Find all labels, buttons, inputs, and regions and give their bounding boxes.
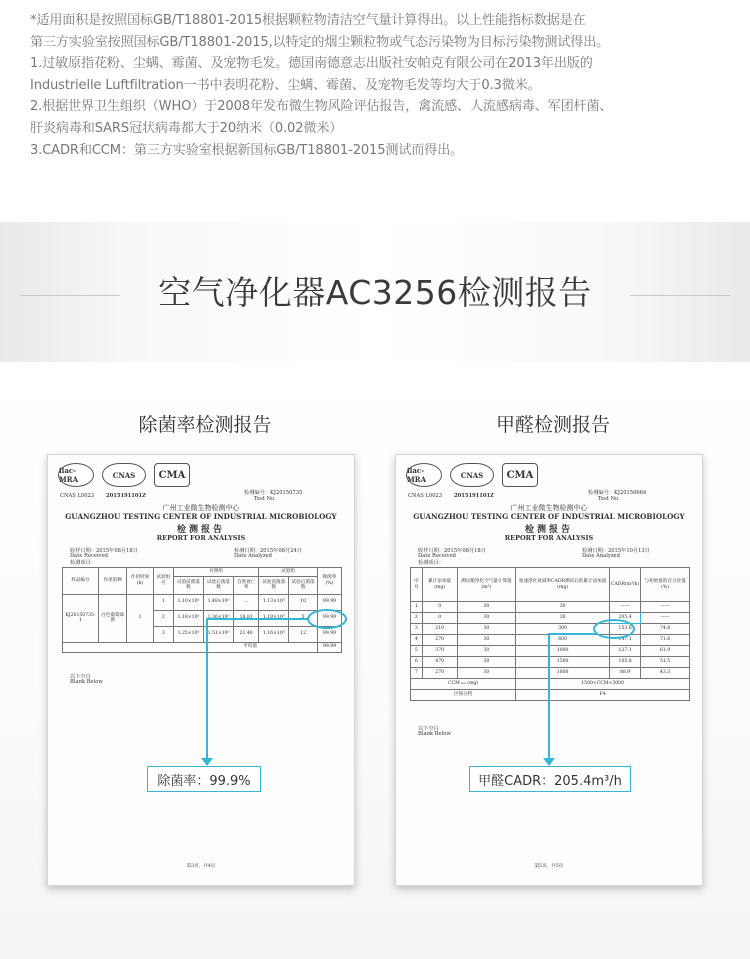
cnas-logo: CNAS [102, 463, 146, 487]
cell: 1.16×10⁵ [259, 626, 289, 642]
lab-name-cn: 广州工业微生物检测中心 [510, 504, 588, 512]
time: 1 [127, 594, 153, 642]
cell: 6 [411, 657, 423, 668]
cell: 153.6 [609, 624, 640, 635]
report-heading-en: REPORT FOR ANALYSIS [156, 534, 246, 542]
ccm-value: 1500<CCM<3000 [516, 679, 690, 690]
cell: 30 [457, 613, 516, 624]
cell: 1.25×10⁵ [173, 626, 203, 642]
cell: 30 [457, 646, 516, 657]
arrow-connector [548, 633, 595, 635]
cell: 1.13×10⁵ [259, 594, 289, 610]
sample-id: KJ20150735-1 [63, 594, 99, 642]
grade-value: F4 [516, 690, 690, 701]
table-header: 测试舱净化空气量计算值(m³) [457, 568, 516, 602]
highlight-circle [307, 609, 347, 629]
ilac-mra-logo: ilac-MRA [406, 463, 442, 487]
cell: 105.8 [609, 657, 640, 668]
report-heading-cn: 检测报告 [176, 525, 225, 535]
note-line: 肝炎病毒和SARS冠状病毒都大于20纳米（0.02微米） [30, 120, 343, 136]
cell: 30 [457, 602, 516, 613]
section-header-band [0, 222, 750, 362]
lab-name-en: GUANGZHOU TESTING CENTER OF INDUSTRIAL MICROBIOLOGY [413, 512, 685, 521]
cell: 30 [457, 668, 516, 679]
cell: 210 [422, 624, 457, 635]
cnas-logo: CNAS [450, 463, 494, 487]
table-header: 自然衰亡率 [234, 576, 259, 594]
report-document-sterilization [47, 454, 355, 886]
lab-name-en: GUANGZHOU TESTING CENTER OF INDUSTRIAL MICROBIOLOGY [65, 512, 337, 521]
avg-label: 平均值 [63, 642, 318, 652]
cell: 30 [457, 624, 516, 635]
section-title: 空气净化器AC3256检测报告 [158, 273, 592, 312]
cell: 270 [422, 668, 457, 679]
date-analyzed-en: Date Analyzed [582, 553, 620, 559]
cell: 0 [422, 613, 457, 624]
cell: 1500 [516, 657, 610, 668]
cnas-label: CNAS L0023 [408, 493, 443, 499]
cell: 5 [411, 646, 423, 657]
table-header: 作用时间(h) [127, 568, 153, 595]
page-number: 第5页，共5页 [534, 864, 564, 869]
blank-below-en: Blank Below [418, 731, 451, 737]
sterilization-callout: 除菌率：99.9% [147, 766, 261, 792]
cell: ... [234, 594, 259, 610]
report-title-sterilization: 除菌率检测报告 [138, 414, 272, 436]
cell: 30 [516, 613, 610, 624]
lab-name-cn: 广州工业微生物检测中心 [162, 504, 240, 512]
cell: 3 [411, 624, 423, 635]
table-header: 与初始值的百分比值(%) [641, 568, 690, 602]
cell: 7 [411, 668, 423, 679]
detect-item: 检测项目： [418, 560, 444, 566]
test-number-en: Test No. [598, 496, 620, 502]
cma-logo: CMA [154, 463, 190, 487]
table-header: 累计添加量(mg) [422, 568, 457, 602]
cell: 470 [422, 657, 457, 668]
cell: 1000 [516, 646, 610, 657]
cell: 1800 [516, 668, 610, 679]
table-row [411, 602, 690, 613]
note-line: 1.过敏原指花粉、尘螨、霉菌、及宠物毛发。德国南德意志出版社安帕克有限公司在2013年出版的 [30, 56, 593, 72]
blank-below-en: Blank Below [70, 679, 103, 685]
cell-highlight: 205.4 [609, 613, 640, 624]
cert-number: 2015191101Z [454, 493, 494, 499]
date-received: 收样日期：2015年08月18日 [70, 548, 138, 554]
cell: 99.99 [317, 626, 341, 642]
cell: 30 [457, 657, 516, 668]
cell: 4 [411, 635, 423, 646]
cell: 270 [422, 635, 457, 646]
cell: 88.9 [609, 668, 640, 679]
table-row [63, 642, 342, 652]
table-header: 加速净化衰减率CADR测试后的累计添加量(mg) [516, 568, 610, 602]
table-row [411, 657, 690, 668]
cell: 600 [516, 635, 610, 646]
table-row [411, 646, 690, 657]
table-row [411, 613, 690, 624]
test-number-en: Test No. [254, 496, 276, 502]
arrow-connector [548, 633, 550, 758]
arrow-connector [206, 618, 208, 758]
table-row [411, 679, 690, 690]
cell: 30 [516, 602, 610, 613]
cell: 30 [457, 635, 516, 646]
blank-below: 以下空白 [70, 674, 91, 680]
cell: 99.99 [317, 610, 341, 626]
cell: 1 [411, 602, 423, 613]
table-header: 序号 [411, 568, 423, 602]
sample-name: 白色葡萄球菌 [98, 594, 127, 642]
cell: 127.1 [609, 646, 640, 657]
date-received: 收样日期：2015年08月18日 [418, 548, 486, 554]
table-header: 试验后菌落数 [289, 576, 318, 594]
cell-highlight: 99.99 [317, 594, 341, 610]
table-row [411, 635, 690, 646]
blank-below: 以下空白 [418, 726, 439, 732]
date-analyzed-en: Date Analyzed [234, 553, 272, 559]
table-header: 试验组号 [153, 568, 173, 595]
note-line: 2.根据世界卫生组织（WHO）于2008年发布微生物风险评估报告，禽流感、人流感病毒、军团杆菌、 [30, 99, 613, 115]
report-title-formaldehyde: 甲醛检测报告 [495, 414, 610, 436]
table-header: 试验前菌落数 [259, 576, 289, 594]
note-line: 3.CADR和CCM：第三方实验室根据新国标GB/T18801-2015测试而得出。 [30, 142, 464, 158]
cell: —— [641, 613, 690, 624]
cell: 10 [289, 594, 318, 610]
table-header: 试验后菌落数 [204, 576, 234, 594]
grade-label: 区间分档 [411, 690, 516, 701]
table-header: 除菌率(%) [317, 568, 341, 595]
table-header: CADR(m³/h) [609, 568, 640, 602]
cnas-label: CNAS L0023 [60, 493, 95, 499]
cell: 71.6 [641, 635, 690, 646]
cell: 1.10×10⁵ [173, 594, 203, 610]
cell: 3 [153, 626, 173, 642]
cell: 370 [422, 646, 457, 657]
table-group-header: 对照组 [173, 568, 258, 577]
highlight-circle [593, 619, 635, 639]
sterilization-table [62, 567, 342, 653]
cell: 1.51×10⁵ [204, 626, 234, 642]
cell: 74.8 [641, 624, 690, 635]
cma-logo: CMA [502, 463, 538, 487]
cell: 1.48×10⁵ [204, 594, 234, 610]
reports-section [0, 362, 750, 959]
arrow-head-icon [201, 758, 213, 766]
cell: 51.5 [641, 657, 690, 668]
arrow-connector [206, 618, 308, 620]
cell: 61.9 [641, 646, 690, 657]
report-heading-cn: 检测报告 [524, 525, 573, 535]
cell: 2 [411, 613, 423, 624]
arrow-head-icon [543, 758, 555, 766]
cell: 0 [422, 602, 457, 613]
table-row [411, 668, 690, 679]
date-analyzed: 检测日期：2015年10月13日 [582, 548, 650, 554]
cell: 2 [153, 610, 173, 626]
formaldehyde-callout: 甲醛CADR：205.4m³/h [469, 766, 631, 792]
note-line: Industrielle Luftfiltration一书中表明花粉、尘螨、霉菌、及宠物毛发等均大于0.3微米。 [30, 77, 541, 93]
table-header: 样品编号 [63, 568, 99, 595]
note-line: 第三方实验室按照国标GB/T18801-2015,以特定的烟尘颗粒物或气态污染物为目标污染物测试得出。 [30, 34, 610, 50]
note-line: *适用面积是按照国标GB/T18801-2015根据颗粒物清洁空气量计算得出。以上性能指标数据是在 [30, 13, 586, 28]
table-row [63, 594, 342, 610]
detect-item: 检测项目： [70, 560, 96, 566]
notes-section [0, 0, 750, 200]
cell: 300 [516, 624, 610, 635]
table-group-header: 试验组 [259, 568, 318, 577]
table-row [411, 690, 690, 701]
table-header: 试验前菌落数 [173, 576, 203, 594]
ccm-label: CCM ₘₑ (mg) [411, 679, 516, 690]
cell: 1 [153, 594, 173, 610]
date-received-en: Date Received [418, 553, 456, 559]
cell: 21.40 [234, 626, 259, 642]
cell: 147.1 [609, 635, 640, 646]
cell: 43.3 [641, 668, 690, 679]
cell: —— [641, 602, 690, 613]
cell: 1.18×10⁵ [173, 610, 203, 626]
page-number: 第3页，共4页 [186, 864, 216, 869]
cert-number: 2015191101Z [106, 493, 146, 499]
table-header: 作用前种 [98, 568, 127, 595]
date-analyzed: 检测日期：2015年08月24日 [234, 548, 302, 554]
date-received-en: Date Received [70, 553, 108, 559]
ilac-mra-logo: ilac-MRA [58, 463, 94, 487]
cell: —— [609, 602, 640, 613]
test-number: 检测编号：KJ20150735 [244, 490, 303, 496]
cell: 12 [289, 626, 318, 642]
test-number: 检测编号：KJ20150664 [588, 490, 647, 496]
report-heading-en: REPORT FOR ANALYSIS [504, 534, 594, 542]
avg-value: 99.99 [317, 642, 341, 652]
